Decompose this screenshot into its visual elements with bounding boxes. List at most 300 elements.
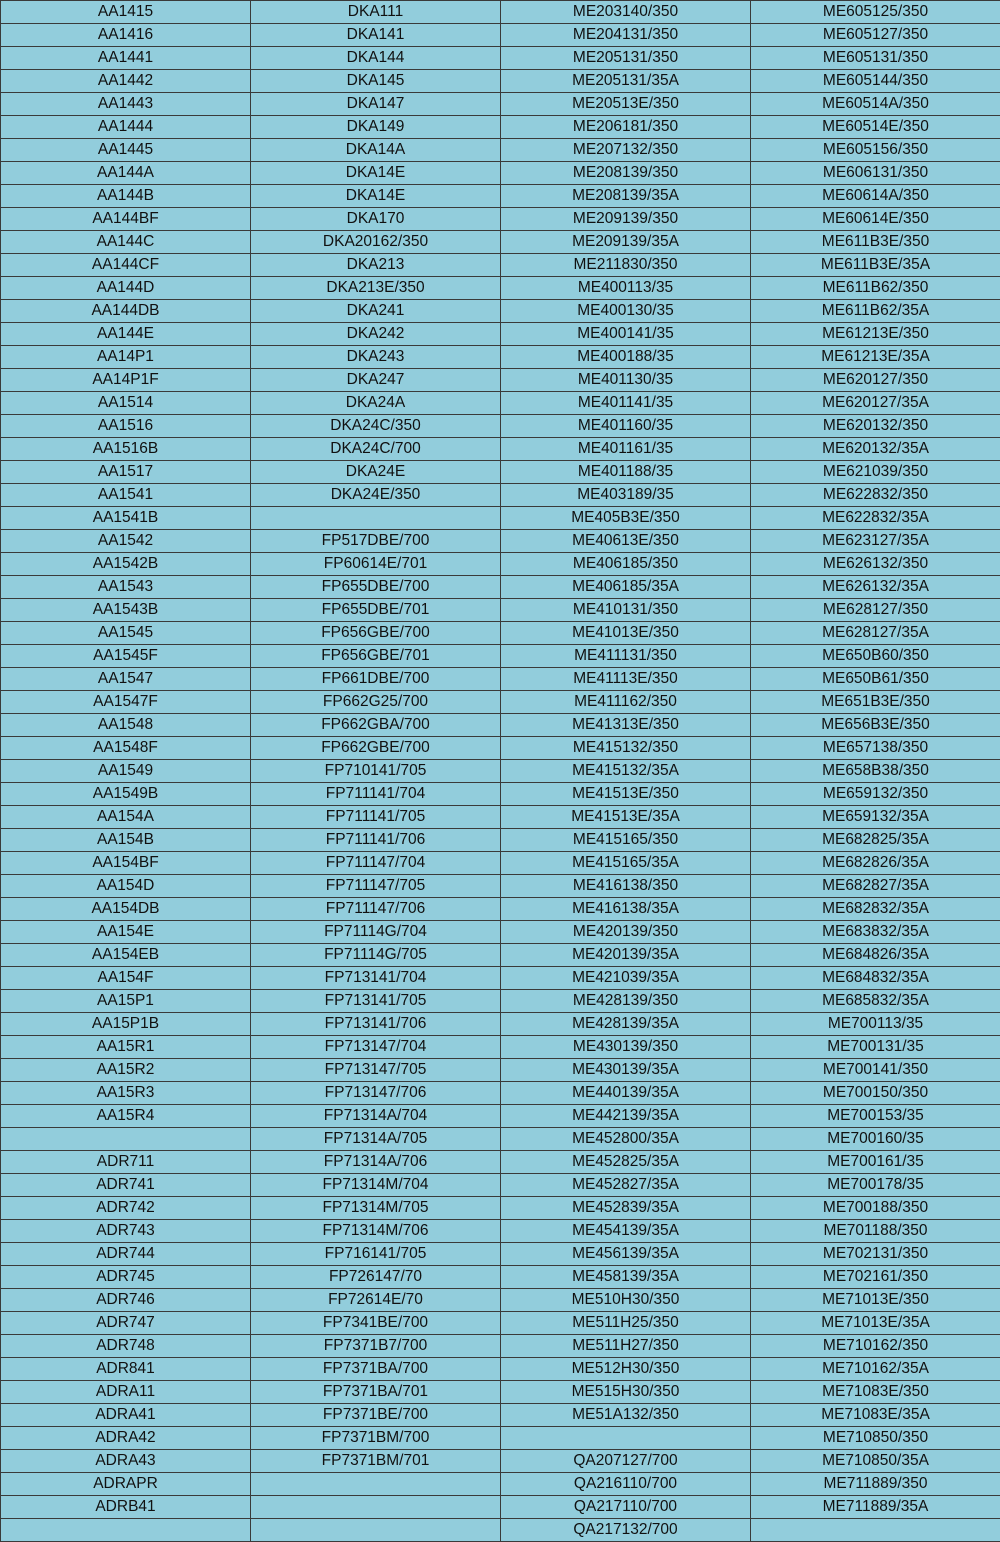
table-row xyxy=(1,921,1000,944)
table-cell: ME452800/35A xyxy=(501,1128,751,1151)
table-cell: FP71314M/706 xyxy=(251,1220,501,1243)
table-cell: DKA170 xyxy=(251,208,501,231)
table-cell: ME209139/35A xyxy=(501,231,751,254)
table-cell: ME710850/350 xyxy=(751,1427,1000,1450)
table-cell: ME405B3E/350 xyxy=(501,507,751,530)
table-row xyxy=(1,1473,1000,1496)
table-cell: ME60614E/350 xyxy=(751,208,1000,231)
table-cell: FP713147/704 xyxy=(251,1036,501,1059)
table-cell: ME511H27/350 xyxy=(501,1335,751,1358)
table-cell: ME411162/350 xyxy=(501,691,751,714)
table-cell: ME700141/350 xyxy=(751,1059,1000,1082)
table-cell: ME71013E/35A xyxy=(751,1312,1000,1335)
table-cell: FP655DBE/701 xyxy=(251,599,501,622)
table-cell: FP711141/705 xyxy=(251,806,501,829)
table-cell: AA1543B xyxy=(1,599,251,622)
table-row xyxy=(1,1,1000,24)
table-cell: AA1548 xyxy=(1,714,251,737)
table-cell: DKA20162/350 xyxy=(251,231,501,254)
table-row xyxy=(1,990,1000,1013)
table-cell: FP655DBE/700 xyxy=(251,576,501,599)
table-cell: ADR747 xyxy=(1,1312,251,1335)
table-cell: ME401161/35 xyxy=(501,438,751,461)
table-cell: ME651B3E/350 xyxy=(751,691,1000,714)
table-cell: ME620132/350 xyxy=(751,415,1000,438)
table-cell: ME659132/350 xyxy=(751,783,1000,806)
table-row xyxy=(1,1312,1000,1335)
table-row xyxy=(1,645,1000,668)
table-cell: AA144CF xyxy=(1,254,251,277)
table-cell: ME430139/350 xyxy=(501,1036,751,1059)
table-cell: AA1542B xyxy=(1,553,251,576)
table-cell: AA1541 xyxy=(1,484,251,507)
table-row xyxy=(1,1128,1000,1151)
table-row xyxy=(1,438,1000,461)
table-cell: ME658B38/350 xyxy=(751,760,1000,783)
table-cell xyxy=(1,1128,251,1151)
table-cell: ME416138/35A xyxy=(501,898,751,921)
table-cell: ADR841 xyxy=(1,1358,251,1381)
table-cell: FP656GBE/701 xyxy=(251,645,501,668)
table-cell: AA14P1F xyxy=(1,369,251,392)
table-cell: ME611B62/350 xyxy=(751,277,1000,300)
table-row xyxy=(1,553,1000,576)
table-cell: FP71114G/705 xyxy=(251,944,501,967)
table-cell: ME611B3E/35A xyxy=(751,254,1000,277)
table-cell: ME682825/35A xyxy=(751,829,1000,852)
table-cell: ME60614A/350 xyxy=(751,185,1000,208)
table-cell: DKA24E xyxy=(251,461,501,484)
table-cell: ME415132/35A xyxy=(501,760,751,783)
table-row xyxy=(1,162,1000,185)
table-cell: ME452839/35A xyxy=(501,1197,751,1220)
table-cell: ME515H30/350 xyxy=(501,1381,751,1404)
table-cell: ME452827/35A xyxy=(501,1174,751,1197)
table-cell: ME700150/350 xyxy=(751,1082,1000,1105)
table-cell: ME60514E/350 xyxy=(751,116,1000,139)
table-cell: ADRA42 xyxy=(1,1427,251,1450)
table-cell: ME628127/35A xyxy=(751,622,1000,645)
table-cell xyxy=(251,507,501,530)
table-cell: FP711141/704 xyxy=(251,783,501,806)
table-cell: ME700153/35 xyxy=(751,1105,1000,1128)
table-row xyxy=(1,116,1000,139)
table-cell: ME682832/35A xyxy=(751,898,1000,921)
table-cell: ME710162/350 xyxy=(751,1335,1000,1358)
table-cell: FP713147/706 xyxy=(251,1082,501,1105)
table-row xyxy=(1,415,1000,438)
table-cell: ME650B60/350 xyxy=(751,645,1000,668)
table-cell: ME711889/350 xyxy=(751,1473,1000,1496)
table-row xyxy=(1,1082,1000,1105)
table-row xyxy=(1,1105,1000,1128)
table-cell: AA1514 xyxy=(1,392,251,415)
table-cell: DKA14E xyxy=(251,185,501,208)
table-cell: ME61213E/35A xyxy=(751,346,1000,369)
table-cell: AA1416 xyxy=(1,24,251,47)
table-row xyxy=(1,668,1000,691)
table-cell: AA15P1 xyxy=(1,990,251,1013)
table-cell: FP71114G/704 xyxy=(251,921,501,944)
table-cell: FP662G25/700 xyxy=(251,691,501,714)
table-cell: ME209139/350 xyxy=(501,208,751,231)
table-cell xyxy=(1,1519,251,1542)
table-cell: AA1541B xyxy=(1,507,251,530)
table-cell: DKA213E/350 xyxy=(251,277,501,300)
table-row xyxy=(1,714,1000,737)
table-row xyxy=(1,875,1000,898)
table-cell: FP60614E/701 xyxy=(251,553,501,576)
table-cell: ME701188/350 xyxy=(751,1220,1000,1243)
table-cell: ME40613E/350 xyxy=(501,530,751,553)
table-cell: ME685832/35A xyxy=(751,990,1000,1013)
table-cell: ME622832/35A xyxy=(751,507,1000,530)
table-cell: AA15R4 xyxy=(1,1105,251,1128)
table-cell: ADR745 xyxy=(1,1266,251,1289)
table-row xyxy=(1,1404,1000,1427)
table-row xyxy=(1,1289,1000,1312)
table-cell: FP713147/705 xyxy=(251,1059,501,1082)
table-row xyxy=(1,254,1000,277)
table-cell: AA15P1B xyxy=(1,1013,251,1036)
table-cell: FP7371BM/700 xyxy=(251,1427,501,1450)
table-cell: AA144D xyxy=(1,277,251,300)
table-cell: AA1443 xyxy=(1,93,251,116)
table-cell: ME71013E/350 xyxy=(751,1289,1000,1312)
table-cell: AA1442 xyxy=(1,70,251,93)
table-cell: DKA242 xyxy=(251,323,501,346)
table-row xyxy=(1,1519,1000,1542)
table-row xyxy=(1,1059,1000,1082)
table-cell: ME415165/350 xyxy=(501,829,751,852)
table-cell: ME700131/35 xyxy=(751,1036,1000,1059)
table-cell: ME700160/35 xyxy=(751,1128,1000,1151)
table-cell: ME511H25/350 xyxy=(501,1312,751,1335)
table-cell: AA1444 xyxy=(1,116,251,139)
table-cell: ME456139/35A xyxy=(501,1243,751,1266)
table-cell: FP713141/705 xyxy=(251,990,501,1013)
table-cell xyxy=(251,1496,501,1519)
table-cell: DKA247 xyxy=(251,369,501,392)
table-cell: AA1549 xyxy=(1,760,251,783)
table-cell: AA154F xyxy=(1,967,251,990)
table-cell: AA154D xyxy=(1,875,251,898)
table-cell: ME61213E/350 xyxy=(751,323,1000,346)
table-cell: QA216110/700 xyxy=(501,1473,751,1496)
table-cell: AA1415 xyxy=(1,1,251,24)
table-cell: ME650B61/350 xyxy=(751,668,1000,691)
table-cell: DKA147 xyxy=(251,93,501,116)
table-row xyxy=(1,484,1000,507)
table-cell: ME41513E/35A xyxy=(501,806,751,829)
table-cell: ME406185/35A xyxy=(501,576,751,599)
table-cell: ME420139/35A xyxy=(501,944,751,967)
table-cell: ME20513E/350 xyxy=(501,93,751,116)
table-cell: ME401160/35 xyxy=(501,415,751,438)
table-cell: AA1441 xyxy=(1,47,251,70)
table-cell: ME626132/350 xyxy=(751,553,1000,576)
table-cell: ME605156/350 xyxy=(751,139,1000,162)
table-cell: ME41513E/350 xyxy=(501,783,751,806)
table-cell: AA154B xyxy=(1,829,251,852)
table-cell: ADR742 xyxy=(1,1197,251,1220)
table-cell: ME211830/350 xyxy=(501,254,751,277)
table-cell: ME421039/35A xyxy=(501,967,751,990)
table-cell: ADR743 xyxy=(1,1220,251,1243)
table-cell: ME41313E/350 xyxy=(501,714,751,737)
table-cell: FP71314A/706 xyxy=(251,1151,501,1174)
table-cell: ME622832/350 xyxy=(751,484,1000,507)
table-cell: AA144B xyxy=(1,185,251,208)
table-cell: ADR741 xyxy=(1,1174,251,1197)
table-cell: ME702131/350 xyxy=(751,1243,1000,1266)
table-row xyxy=(1,47,1000,70)
table-cell: ME452825/35A xyxy=(501,1151,751,1174)
table-cell: ME420139/350 xyxy=(501,921,751,944)
table-cell: DKA243 xyxy=(251,346,501,369)
table-cell: ME700188/350 xyxy=(751,1197,1000,1220)
table-cell: ADRA43 xyxy=(1,1450,251,1473)
table-row xyxy=(1,530,1000,553)
table-cell: ME605144/350 xyxy=(751,70,1000,93)
table-cell: AA154DB xyxy=(1,898,251,921)
table-cell xyxy=(501,1427,751,1450)
table-row xyxy=(1,1220,1000,1243)
table-cell: ME683832/35A xyxy=(751,921,1000,944)
table-cell: ME60514A/350 xyxy=(751,93,1000,116)
table-cell: FP72614E/70 xyxy=(251,1289,501,1312)
table-cell: AA144E xyxy=(1,323,251,346)
table-row xyxy=(1,1266,1000,1289)
table-row xyxy=(1,392,1000,415)
table-cell: ME400188/35 xyxy=(501,346,751,369)
table-row xyxy=(1,783,1000,806)
table-cell: AA15R2 xyxy=(1,1059,251,1082)
table-cell: ME620127/350 xyxy=(751,369,1000,392)
table-cell: FP716141/705 xyxy=(251,1243,501,1266)
table-cell: DKA144 xyxy=(251,47,501,70)
table-row xyxy=(1,1381,1000,1404)
table-row xyxy=(1,24,1000,47)
table-cell: FP656GBE/700 xyxy=(251,622,501,645)
table-cell: ME428139/35A xyxy=(501,1013,751,1036)
table-cell: QA207127/700 xyxy=(501,1450,751,1473)
table-cell: ME411131/350 xyxy=(501,645,751,668)
table-row xyxy=(1,622,1000,645)
table-cell: ME605131/350 xyxy=(751,47,1000,70)
table-cell: ME416138/350 xyxy=(501,875,751,898)
table-cell: ME41013E/350 xyxy=(501,622,751,645)
table-cell: ME400130/35 xyxy=(501,300,751,323)
table-cell: ME410131/350 xyxy=(501,599,751,622)
table-cell: AA14P1 xyxy=(1,346,251,369)
table-cell: AA15R1 xyxy=(1,1036,251,1059)
table-cell: ME611B3E/350 xyxy=(751,231,1000,254)
table-row xyxy=(1,1450,1000,1473)
table-cell: ME71083E/350 xyxy=(751,1381,1000,1404)
table-cell: FP662GBE/700 xyxy=(251,737,501,760)
table-cell: QA217132/700 xyxy=(501,1519,751,1542)
table-row xyxy=(1,1197,1000,1220)
table-cell xyxy=(751,1519,1000,1542)
table-cell: ME623127/35A xyxy=(751,530,1000,553)
table-cell: ADR746 xyxy=(1,1289,251,1312)
table-cell: AA154EB xyxy=(1,944,251,967)
table-cell: FP661DBE/700 xyxy=(251,668,501,691)
table-row xyxy=(1,1496,1000,1519)
table-cell: ME401141/35 xyxy=(501,392,751,415)
table-cell: DKA141 xyxy=(251,24,501,47)
table-cell: ADRA41 xyxy=(1,1404,251,1427)
table-cell: ME700178/35 xyxy=(751,1174,1000,1197)
table-cell: ME620127/35A xyxy=(751,392,1000,415)
table-cell: DKA14A xyxy=(251,139,501,162)
table-cell: FP713141/706 xyxy=(251,1013,501,1036)
table-cell: ME401188/35 xyxy=(501,461,751,484)
table-cell: ME206181/350 xyxy=(501,116,751,139)
table-cell: FP710141/705 xyxy=(251,760,501,783)
table-cell: FP711147/704 xyxy=(251,852,501,875)
table-cell xyxy=(251,1473,501,1496)
table-cell: AA154E xyxy=(1,921,251,944)
table-cell: ME204131/350 xyxy=(501,24,751,47)
table-cell: ME605125/350 xyxy=(751,1,1000,24)
table-cell: ME428139/350 xyxy=(501,990,751,1013)
table-cell: ME458139/35A xyxy=(501,1266,751,1289)
table-cell: QA217110/700 xyxy=(501,1496,751,1519)
table-cell: ME628127/350 xyxy=(751,599,1000,622)
table-row xyxy=(1,1358,1000,1381)
table-cell: ME71083E/35A xyxy=(751,1404,1000,1427)
table-cell: AA15R3 xyxy=(1,1082,251,1105)
table-row xyxy=(1,1036,1000,1059)
table-cell: AA144A xyxy=(1,162,251,185)
table-cell: ME684832/35A xyxy=(751,967,1000,990)
table-cell: DKA241 xyxy=(251,300,501,323)
table-cell: ME620132/35A xyxy=(751,438,1000,461)
table-cell: FP7371BA/700 xyxy=(251,1358,501,1381)
table-cell: DKA145 xyxy=(251,70,501,93)
table-row xyxy=(1,1013,1000,1036)
table-row xyxy=(1,1151,1000,1174)
table-row xyxy=(1,599,1000,622)
table-row xyxy=(1,576,1000,599)
table-row xyxy=(1,139,1000,162)
table-row xyxy=(1,898,1000,921)
table-cell: AA1516B xyxy=(1,438,251,461)
table-cell: FP71314M/705 xyxy=(251,1197,501,1220)
table-row xyxy=(1,967,1000,990)
table-cell: ME403189/35 xyxy=(501,484,751,507)
table-cell: AA1547 xyxy=(1,668,251,691)
table-cell: ME400141/35 xyxy=(501,323,751,346)
table-row xyxy=(1,231,1000,254)
table-cell: AA1542 xyxy=(1,530,251,553)
table-cell: FP71314A/704 xyxy=(251,1105,501,1128)
table-row xyxy=(1,208,1000,231)
table-cell: FP7371B7/700 xyxy=(251,1335,501,1358)
table-cell: ME510H30/350 xyxy=(501,1289,751,1312)
table-cell: DKA213 xyxy=(251,254,501,277)
table-row xyxy=(1,829,1000,852)
table-cell: ME702161/350 xyxy=(751,1266,1000,1289)
table-cell: ME657138/350 xyxy=(751,737,1000,760)
table-cell: ME415132/350 xyxy=(501,737,751,760)
table-cell: AA1445 xyxy=(1,139,251,162)
table-cell: ME682826/35A xyxy=(751,852,1000,875)
table-cell: ME208139/35A xyxy=(501,185,751,208)
table-cell: AA1543 xyxy=(1,576,251,599)
table-row xyxy=(1,1174,1000,1197)
table-row xyxy=(1,300,1000,323)
table-row xyxy=(1,1335,1000,1358)
table-cell: ME512H30/350 xyxy=(501,1358,751,1381)
table-cell: FP7371BM/701 xyxy=(251,1450,501,1473)
table-row xyxy=(1,369,1000,392)
table-cell: ME700161/35 xyxy=(751,1151,1000,1174)
table-cell: DKA24C/700 xyxy=(251,438,501,461)
table-row xyxy=(1,346,1000,369)
table-cell: AA154BF xyxy=(1,852,251,875)
table-row xyxy=(1,944,1000,967)
table-cell: FP713141/704 xyxy=(251,967,501,990)
table-row xyxy=(1,1243,1000,1266)
table-cell: AA144C xyxy=(1,231,251,254)
table-cell: AA144BF xyxy=(1,208,251,231)
table-cell: ME454139/35A xyxy=(501,1220,751,1243)
table-cell: DKA149 xyxy=(251,116,501,139)
table-cell: DKA24C/350 xyxy=(251,415,501,438)
table-cell: ME626132/35A xyxy=(751,576,1000,599)
table-cell: ADRAPR xyxy=(1,1473,251,1496)
table-cell: DKA14E xyxy=(251,162,501,185)
table-cell: ME710850/35A xyxy=(751,1450,1000,1473)
table-row xyxy=(1,852,1000,875)
table-cell: ME430139/35A xyxy=(501,1059,751,1082)
table-cell: ME205131/35A xyxy=(501,70,751,93)
table-row xyxy=(1,70,1000,93)
table-cell: ME621039/350 xyxy=(751,461,1000,484)
table-cell: ME415165/35A xyxy=(501,852,751,875)
table-cell: ME684826/35A xyxy=(751,944,1000,967)
table-cell: AA144DB xyxy=(1,300,251,323)
table-cell: ME406185/350 xyxy=(501,553,751,576)
table-row xyxy=(1,1427,1000,1450)
table-row xyxy=(1,507,1000,530)
table-cell: ME700113/35 xyxy=(751,1013,1000,1036)
table-cell: ADRA11 xyxy=(1,1381,251,1404)
table-row xyxy=(1,185,1000,208)
table-row xyxy=(1,806,1000,829)
table-cell: ME656B3E/350 xyxy=(751,714,1000,737)
table-cell: ME203140/350 xyxy=(501,1,751,24)
table-cell: ME208139/350 xyxy=(501,162,751,185)
table-row xyxy=(1,277,1000,300)
table-row xyxy=(1,323,1000,346)
table-cell: ME41113E/350 xyxy=(501,668,751,691)
table-cell: AA154A xyxy=(1,806,251,829)
table-cell: FP662GBA/700 xyxy=(251,714,501,737)
table-cell: DKA24E/350 xyxy=(251,484,501,507)
table-cell: ME207132/350 xyxy=(501,139,751,162)
table-cell: DKA111 xyxy=(251,1,501,24)
table-cell: FP711141/706 xyxy=(251,829,501,852)
table-cell: FP7371BA/701 xyxy=(251,1381,501,1404)
table-cell: FP711147/706 xyxy=(251,898,501,921)
table-body xyxy=(1,1,1000,1542)
table-cell: AA1548F xyxy=(1,737,251,760)
table-cell: AA1549B xyxy=(1,783,251,806)
